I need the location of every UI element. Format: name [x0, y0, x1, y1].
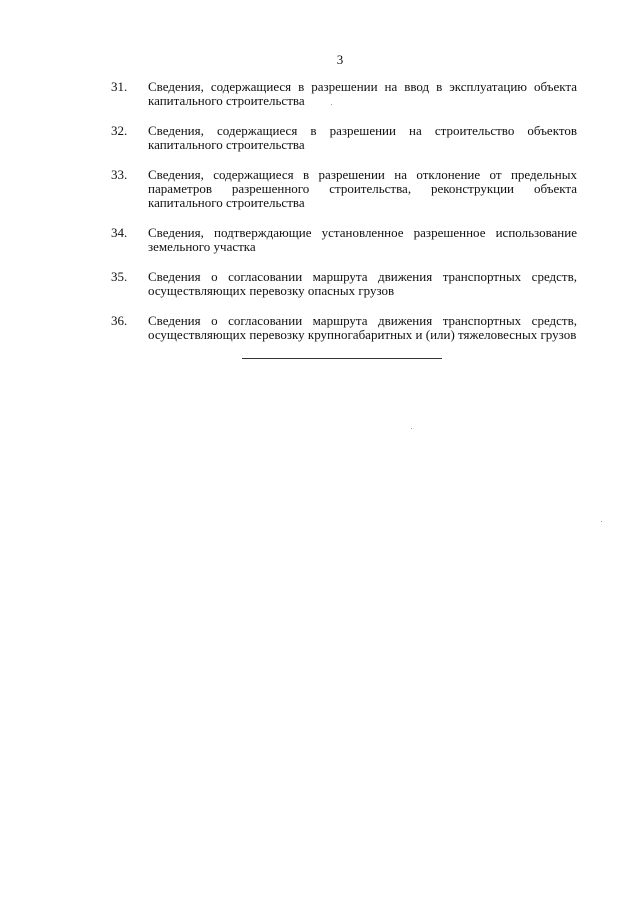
item-text: Сведения, содержащиеся в разрешении на строительство объектов капитального строительства	[148, 123, 577, 152]
item-number: 33.	[111, 167, 128, 182]
item-text: Сведения, содержащиеся в разрешении на отклонение от предельных параметров разрешенного строительства, реконструкции объекта капитального строительства	[148, 167, 577, 210]
item-number: 36.	[111, 313, 128, 328]
list-item	[111, 80, 577, 108]
item-number: 31.	[111, 79, 128, 94]
scan-speck	[331, 104, 332, 105]
scan-speck	[601, 521, 602, 522]
list-item	[111, 226, 577, 254]
item-number: 34.	[111, 225, 128, 240]
item-number: 35.	[111, 269, 128, 284]
scan-speck	[411, 428, 412, 429]
list-item	[111, 168, 577, 210]
item-number: 32.	[111, 123, 128, 138]
list-item	[111, 314, 577, 342]
list-item	[111, 124, 577, 152]
end-separator-line	[242, 358, 442, 359]
page-number: 3	[336, 52, 344, 67]
item-text: Сведения о согласовании маршрута движения транспортных средств, осуществляющих перевозку опасных грузов	[148, 269, 577, 298]
item-text: Сведения, подтверждающие установленное разрешенное использование земельного участка	[148, 225, 577, 254]
item-text: Сведения о согласовании маршрута движения транспортных средств, осуществляющих перевозку крупногабаритных и (или) тяжеловесных грузов	[148, 313, 577, 342]
list-item	[111, 270, 577, 298]
document-list	[111, 80, 577, 358]
item-text: Сведения, содержащиеся в разрешении на ввод в эксплуатацию объекта капитального строительства	[148, 79, 577, 108]
